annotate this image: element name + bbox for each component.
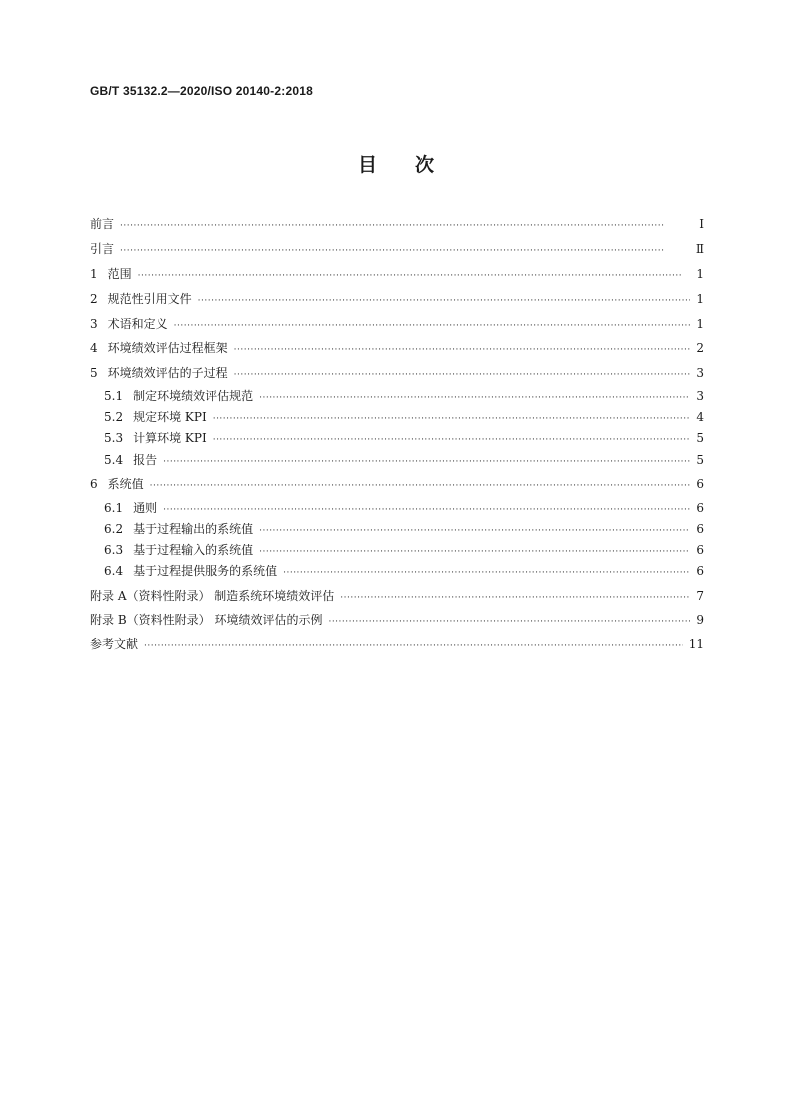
toc-page-number: Ⅱ — [695, 242, 704, 256]
toc-page-number: 6 — [696, 522, 704, 536]
toc-label: 环境绩效评估的子过程 — [107, 366, 228, 380]
toc-page-number: 2 — [696, 341, 704, 355]
toc-section-number: 3 — [90, 317, 98, 331]
toc-leader-dots — [340, 588, 690, 608]
toc-entry-bibliography[interactable] — [90, 634, 704, 654]
toc-leader-dots — [174, 316, 690, 336]
toc-label: 基于过程输入的系统值 — [133, 543, 254, 557]
toc-section-number: 5.2 — [104, 410, 124, 424]
toc-page-number: 7 — [696, 589, 704, 603]
toc-label: 范围 — [107, 267, 132, 281]
toc-entry-6-2[interactable] — [104, 519, 704, 539]
toc-page-number: 1 — [696, 292, 704, 306]
toc-entry-3[interactable] — [90, 314, 704, 334]
toc-label: 通则 — [133, 501, 158, 515]
standard-number-header: GB/T 35132.2—2020/ISO 20140-2:2018 — [90, 84, 313, 98]
toc-label: 附录 B（资料性附录） 环境绩效评估的示例 — [90, 613, 323, 627]
toc-entry-5-2[interactable] — [104, 407, 704, 427]
toc-label: 环境绩效评估过程框架 — [107, 341, 228, 355]
toc-label: 系统值 — [107, 477, 144, 491]
toc-page-number: 9 — [696, 613, 704, 627]
toc-leader-dots — [144, 636, 683, 656]
toc-page-number: 6 — [696, 501, 704, 515]
toc-section-number: 6.2 — [104, 522, 124, 536]
toc-entry-foreword[interactable] — [90, 214, 704, 234]
toc-label: 术语和定义 — [107, 317, 168, 331]
toc-entry-6-4[interactable] — [104, 561, 704, 581]
title-part-2: 次 — [415, 154, 435, 176]
toc-label: 基于过程提供服务的系统值 — [133, 564, 278, 578]
toc-leader-dots — [328, 612, 690, 632]
toc-section-number: 6.1 — [104, 501, 124, 515]
toc-page-number: 6 — [696, 543, 704, 557]
toc-leader-dots — [198, 291, 690, 311]
toc-label: 参考文献 — [90, 637, 139, 651]
toc-label: 计算环境 KPI — [133, 431, 207, 445]
toc-entry-5-1[interactable] — [104, 386, 704, 406]
toc-page-number: 4 — [696, 410, 704, 424]
title-part-1: 目 — [357, 154, 377, 176]
toc-entry-6-1[interactable] — [104, 498, 704, 518]
toc-page-number: 6 — [696, 564, 704, 578]
toc-leader-dots — [213, 409, 690, 429]
toc-section-number: 2 — [90, 292, 98, 306]
toc-entry-6[interactable] — [90, 474, 704, 494]
toc-section-number: 6.3 — [104, 543, 124, 557]
toc-leader-dots — [138, 266, 690, 286]
toc-label: 基于过程输出的系统值 — [133, 522, 254, 536]
toc-leader-dots — [120, 241, 690, 261]
toc-page-number: 5 — [696, 453, 704, 467]
toc-entry-1[interactable] — [90, 264, 704, 284]
page-title — [0, 150, 792, 177]
toc-page-number: 11 — [688, 637, 704, 651]
toc-page-number: 3 — [696, 366, 704, 380]
toc-section-number: 5.3 — [104, 431, 124, 445]
toc-page-number: 1 — [696, 317, 704, 331]
toc-entry-annex-a[interactable] — [90, 586, 704, 606]
toc-label: 制定环境绩效评估规范 — [133, 389, 254, 403]
toc-entry-4[interactable] — [90, 338, 704, 358]
toc-leader-dots — [234, 340, 690, 360]
toc-label: 附录 A（资料性附录） 制造系统环境绩效评估 — [90, 589, 335, 603]
toc-page-number: 3 — [696, 389, 704, 403]
toc-label: 规定环境 KPI — [133, 410, 207, 424]
toc-entry-2[interactable] — [90, 289, 704, 309]
toc-leader-dots — [163, 452, 690, 472]
toc-entry-6-3[interactable] — [104, 540, 704, 560]
toc-page-number: 5 — [696, 431, 704, 445]
toc-section-number: 5.1 — [104, 389, 124, 403]
toc-page-number: Ⅰ — [699, 217, 704, 231]
toc-label: 报告 — [133, 453, 158, 467]
toc-leader-dots — [150, 476, 690, 496]
toc-entry-5[interactable] — [90, 363, 704, 383]
toc-entry-introduction[interactable] — [90, 239, 704, 259]
toc-section-number: 1 — [90, 267, 98, 281]
toc-page-number: 1 — [696, 267, 704, 281]
toc-entry-5-4[interactable] — [104, 450, 704, 470]
toc-label: 前言 — [90, 217, 115, 231]
toc-leader-dots — [234, 365, 690, 385]
toc-leader-dots — [283, 563, 690, 583]
toc-leader-dots — [120, 216, 690, 236]
toc-entry-annex-b[interactable] — [90, 610, 704, 630]
toc-section-number: 4 — [90, 341, 98, 355]
toc-page-number: 6 — [696, 477, 704, 491]
toc-label: 引言 — [90, 242, 115, 256]
toc-section-number: 5.4 — [104, 453, 124, 467]
toc-section-number: 6 — [90, 477, 98, 491]
toc-label: 规范性引用文件 — [107, 292, 192, 306]
toc-leader-dots — [259, 388, 690, 408]
toc-leader-dots — [259, 521, 690, 541]
toc-entry-5-3[interactable] — [104, 428, 704, 448]
toc-leader-dots — [213, 430, 690, 450]
toc-section-number: 6.4 — [104, 564, 124, 578]
toc-leader-dots — [163, 500, 690, 520]
toc-leader-dots — [259, 542, 690, 562]
toc-section-number: 5 — [90, 366, 98, 380]
